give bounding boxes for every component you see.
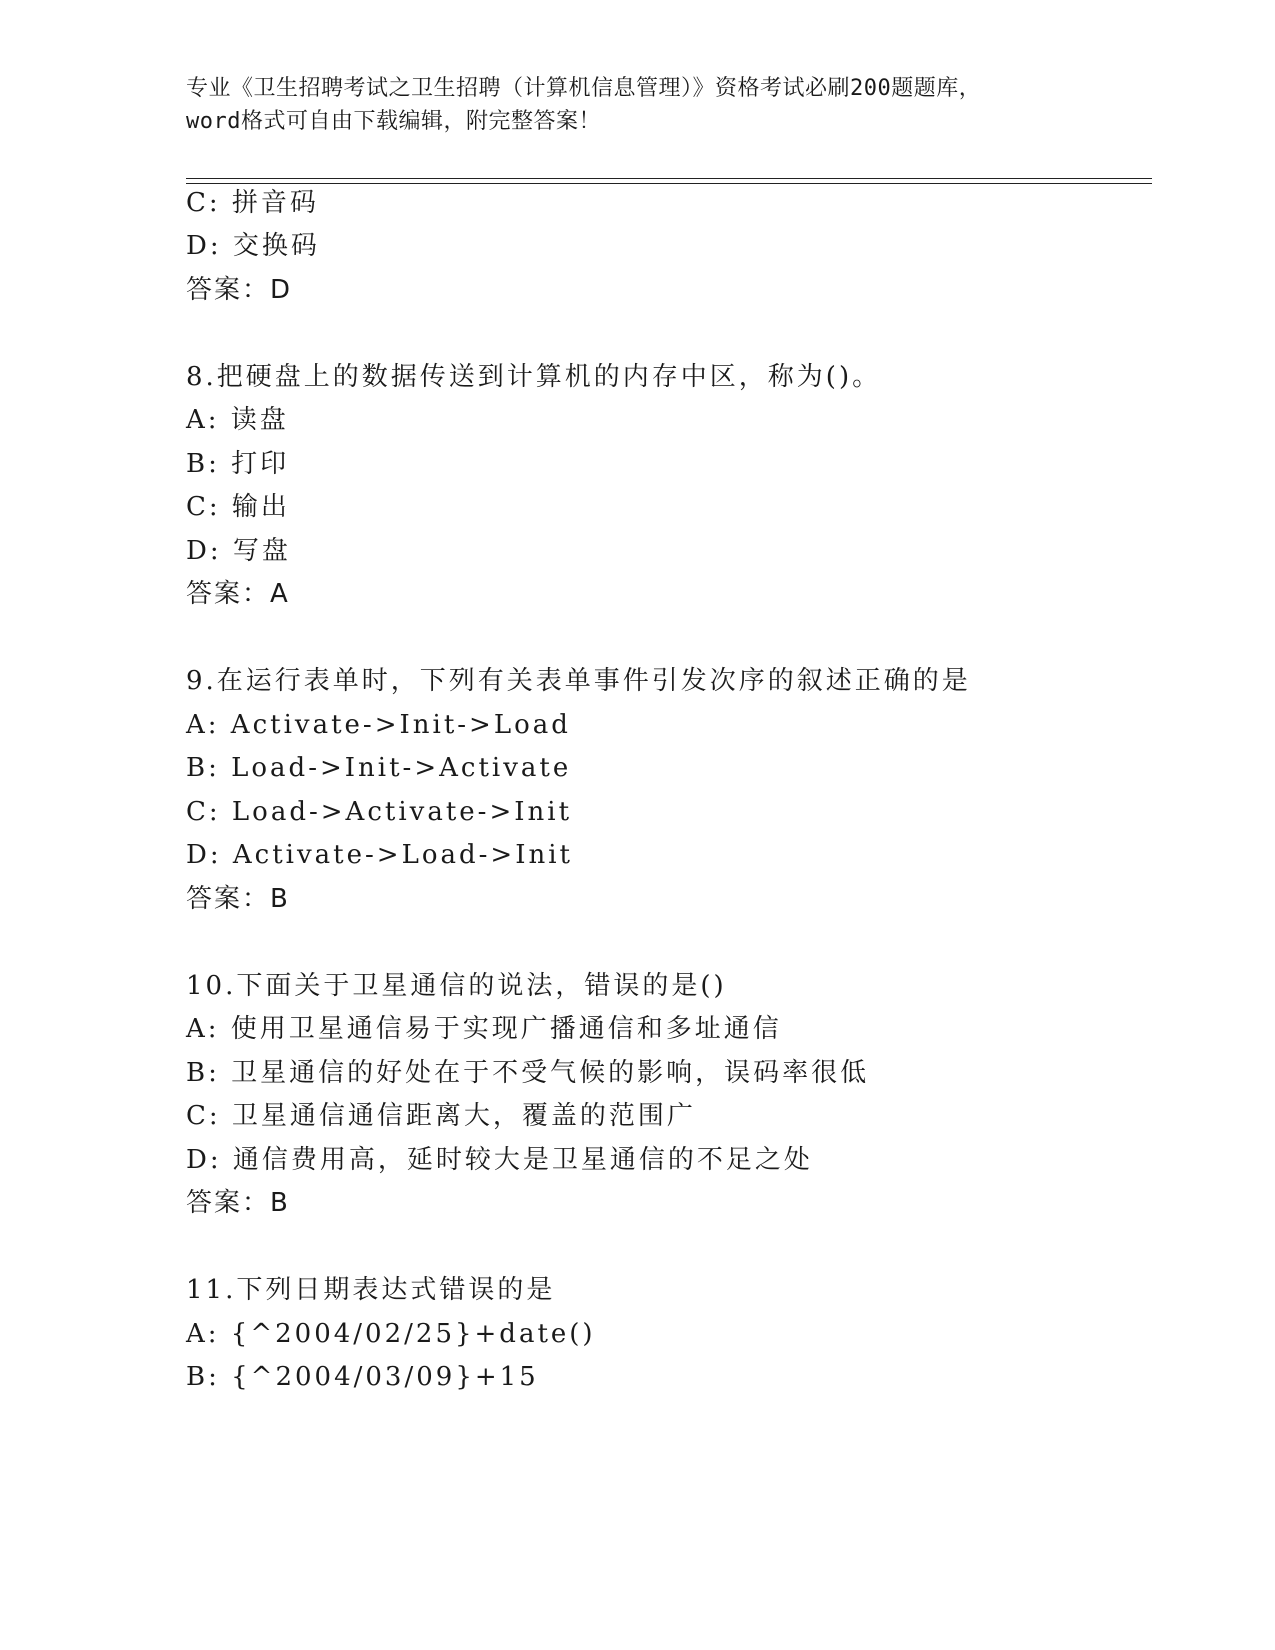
q7-answer: 答案：D bbox=[186, 275, 293, 305]
q11-option-b: B: {^2004/03/09}+15 bbox=[186, 1362, 539, 1392]
header-divider-top bbox=[186, 178, 1152, 179]
header-divider-bottom bbox=[186, 183, 1152, 184]
q9-option-c: C: Load->Activate->Init bbox=[186, 797, 573, 827]
q10-option-a: A: 使用卫星通信易于实现广播通信和多址通信 bbox=[186, 1014, 782, 1044]
q8-option-c: C: 输出 bbox=[186, 492, 290, 522]
q8-option-d: D: 写盘 bbox=[186, 536, 291, 566]
q8-answer: 答案：A bbox=[186, 579, 290, 609]
document-header bbox=[186, 72, 1086, 138]
q9-question-text: 9.在运行表单时，下列有关表单事件引发次序的叙述正确的是 bbox=[186, 666, 971, 696]
q8-option-b: B: 打印 bbox=[186, 449, 290, 479]
q10-option-d: D: 通信费用高，延时较大是卫星通信的不足之处 bbox=[186, 1145, 813, 1175]
q8-option-a: A: 读盘 bbox=[186, 405, 289, 435]
q9-option-b: B: Load->Init->Activate bbox=[186, 753, 572, 783]
q10-option-c: C: 卫星通信通信距离大，覆盖的范围广 bbox=[186, 1101, 696, 1131]
q10-option-b: B: 卫星通信的好处在于不受气候的影响，误码率很低 bbox=[186, 1058, 870, 1088]
q11-question-text: 11.下列日期表达式错误的是 bbox=[186, 1275, 556, 1305]
q11-option-a: A: {^2004/02/25}+date() bbox=[186, 1319, 596, 1349]
q10-answer: 答案：B bbox=[186, 1188, 290, 1218]
q8-question-text: 8.把硬盘上的数据传送到计算机的内存中区，称为()。 bbox=[186, 362, 882, 392]
q7-option-d: D: 交换码 bbox=[186, 231, 320, 261]
q7-option-c: C: 拼音码 bbox=[186, 188, 319, 218]
q10-question-text: 10.下面关于卫星通信的说法，错误的是() bbox=[186, 971, 727, 1001]
q9-option-d: D: Activate->Load->Init bbox=[186, 840, 573, 870]
header-title-line-2: word格式可自由下载编辑，附完整答案！ bbox=[186, 109, 601, 134]
header-title-line-1: 专业《卫生招聘考试之卫生招聘（计算机信息管理）》资格考试必刷200题题库， bbox=[186, 76, 982, 101]
q9-answer: 答案：B bbox=[186, 884, 290, 914]
q9-option-a: A: Activate->Init->Load bbox=[186, 710, 571, 740]
